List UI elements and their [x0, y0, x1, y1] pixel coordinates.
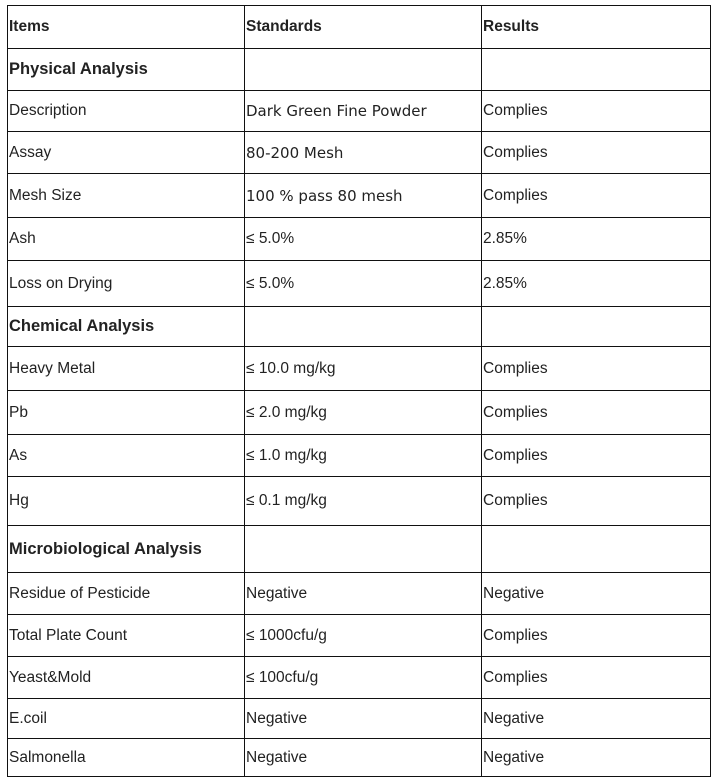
item-cell: Total Plate Count [8, 615, 245, 657]
result-cell: Complies [482, 615, 711, 657]
standard-cell: Negative [245, 739, 482, 777]
item-cell: Hg [8, 477, 245, 526]
result-cell [482, 307, 711, 347]
result-cell: Complies [482, 435, 711, 477]
item-cell: Salmonella [8, 739, 245, 777]
standard-cell: ≤ 10.0 mg/kg [245, 347, 482, 391]
header-row [8, 6, 711, 49]
section-row [8, 49, 711, 91]
standard-cell: ≤ 1000cfu/g [245, 615, 482, 657]
item-cell: Assay [8, 132, 245, 174]
item-cell: Loss on Drying [8, 261, 245, 307]
table-row [8, 174, 711, 218]
standard-cell: ≤ 2.0 mg/kg [245, 391, 482, 435]
standard-cell: ≤ 0.1 mg/kg [245, 477, 482, 526]
standard-cell: 80-200 Mesh [245, 132, 482, 174]
standard-cell: 100 % pass 80 mesh [245, 174, 482, 218]
standard-cell: Negative [245, 699, 482, 739]
table-row [8, 435, 711, 477]
item-cell: Mesh Size [8, 174, 245, 218]
table-row [8, 699, 711, 739]
result-cell [482, 49, 711, 91]
table-row [8, 739, 711, 777]
result-cell: Complies [482, 132, 711, 174]
table-row [8, 347, 711, 391]
result-cell: Complies [482, 174, 711, 218]
table-row [8, 477, 711, 526]
item-cell: E.coil [8, 699, 245, 739]
header-standards: Standards [245, 6, 482, 49]
item-cell: Ash [8, 218, 245, 261]
section-row [8, 307, 711, 347]
result-cell: Negative [482, 699, 711, 739]
result-cell: Complies [482, 477, 711, 526]
result-cell: 2.85% [482, 261, 711, 307]
item-cell: Residue of Pesticide [8, 573, 245, 615]
result-cell: Negative [482, 573, 711, 615]
item-cell: Heavy Metal [8, 347, 245, 391]
section-row [8, 526, 711, 573]
table-row [8, 657, 711, 699]
result-cell: 2.85% [482, 218, 711, 261]
table-row [8, 132, 711, 174]
header-items: Items [8, 6, 245, 49]
standard-cell [245, 526, 482, 573]
table-row [8, 391, 711, 435]
header-results: Results [482, 6, 711, 49]
standard-cell: ≤ 100cfu/g [245, 657, 482, 699]
standard-cell: ≤ 1.0 mg/kg [245, 435, 482, 477]
item-cell: Microbiological Analysis [8, 526, 245, 573]
table-row [8, 615, 711, 657]
standard-cell: Dark Green Fine Powder [245, 91, 482, 132]
table-row [8, 261, 711, 307]
result-cell: Complies [482, 391, 711, 435]
item-cell: Description [8, 91, 245, 132]
result-cell: Complies [482, 347, 711, 391]
result-cell: Complies [482, 91, 711, 132]
item-cell: Physical Analysis [8, 49, 245, 91]
standard-cell [245, 307, 482, 347]
item-cell: Chemical Analysis [8, 307, 245, 347]
standard-cell: ≤ 5.0% [245, 218, 482, 261]
table-row [8, 218, 711, 261]
table-row [8, 91, 711, 132]
item-cell: As [8, 435, 245, 477]
standard-cell: ≤ 5.0% [245, 261, 482, 307]
item-cell: Yeast&Mold [8, 657, 245, 699]
standard-cell: Negative [245, 573, 482, 615]
item-cell: Pb [8, 391, 245, 435]
analysis-table [7, 5, 711, 777]
table-row [8, 573, 711, 615]
standard-cell [245, 49, 482, 91]
result-cell: Complies [482, 657, 711, 699]
result-cell [482, 526, 711, 573]
result-cell: Negative [482, 739, 711, 777]
